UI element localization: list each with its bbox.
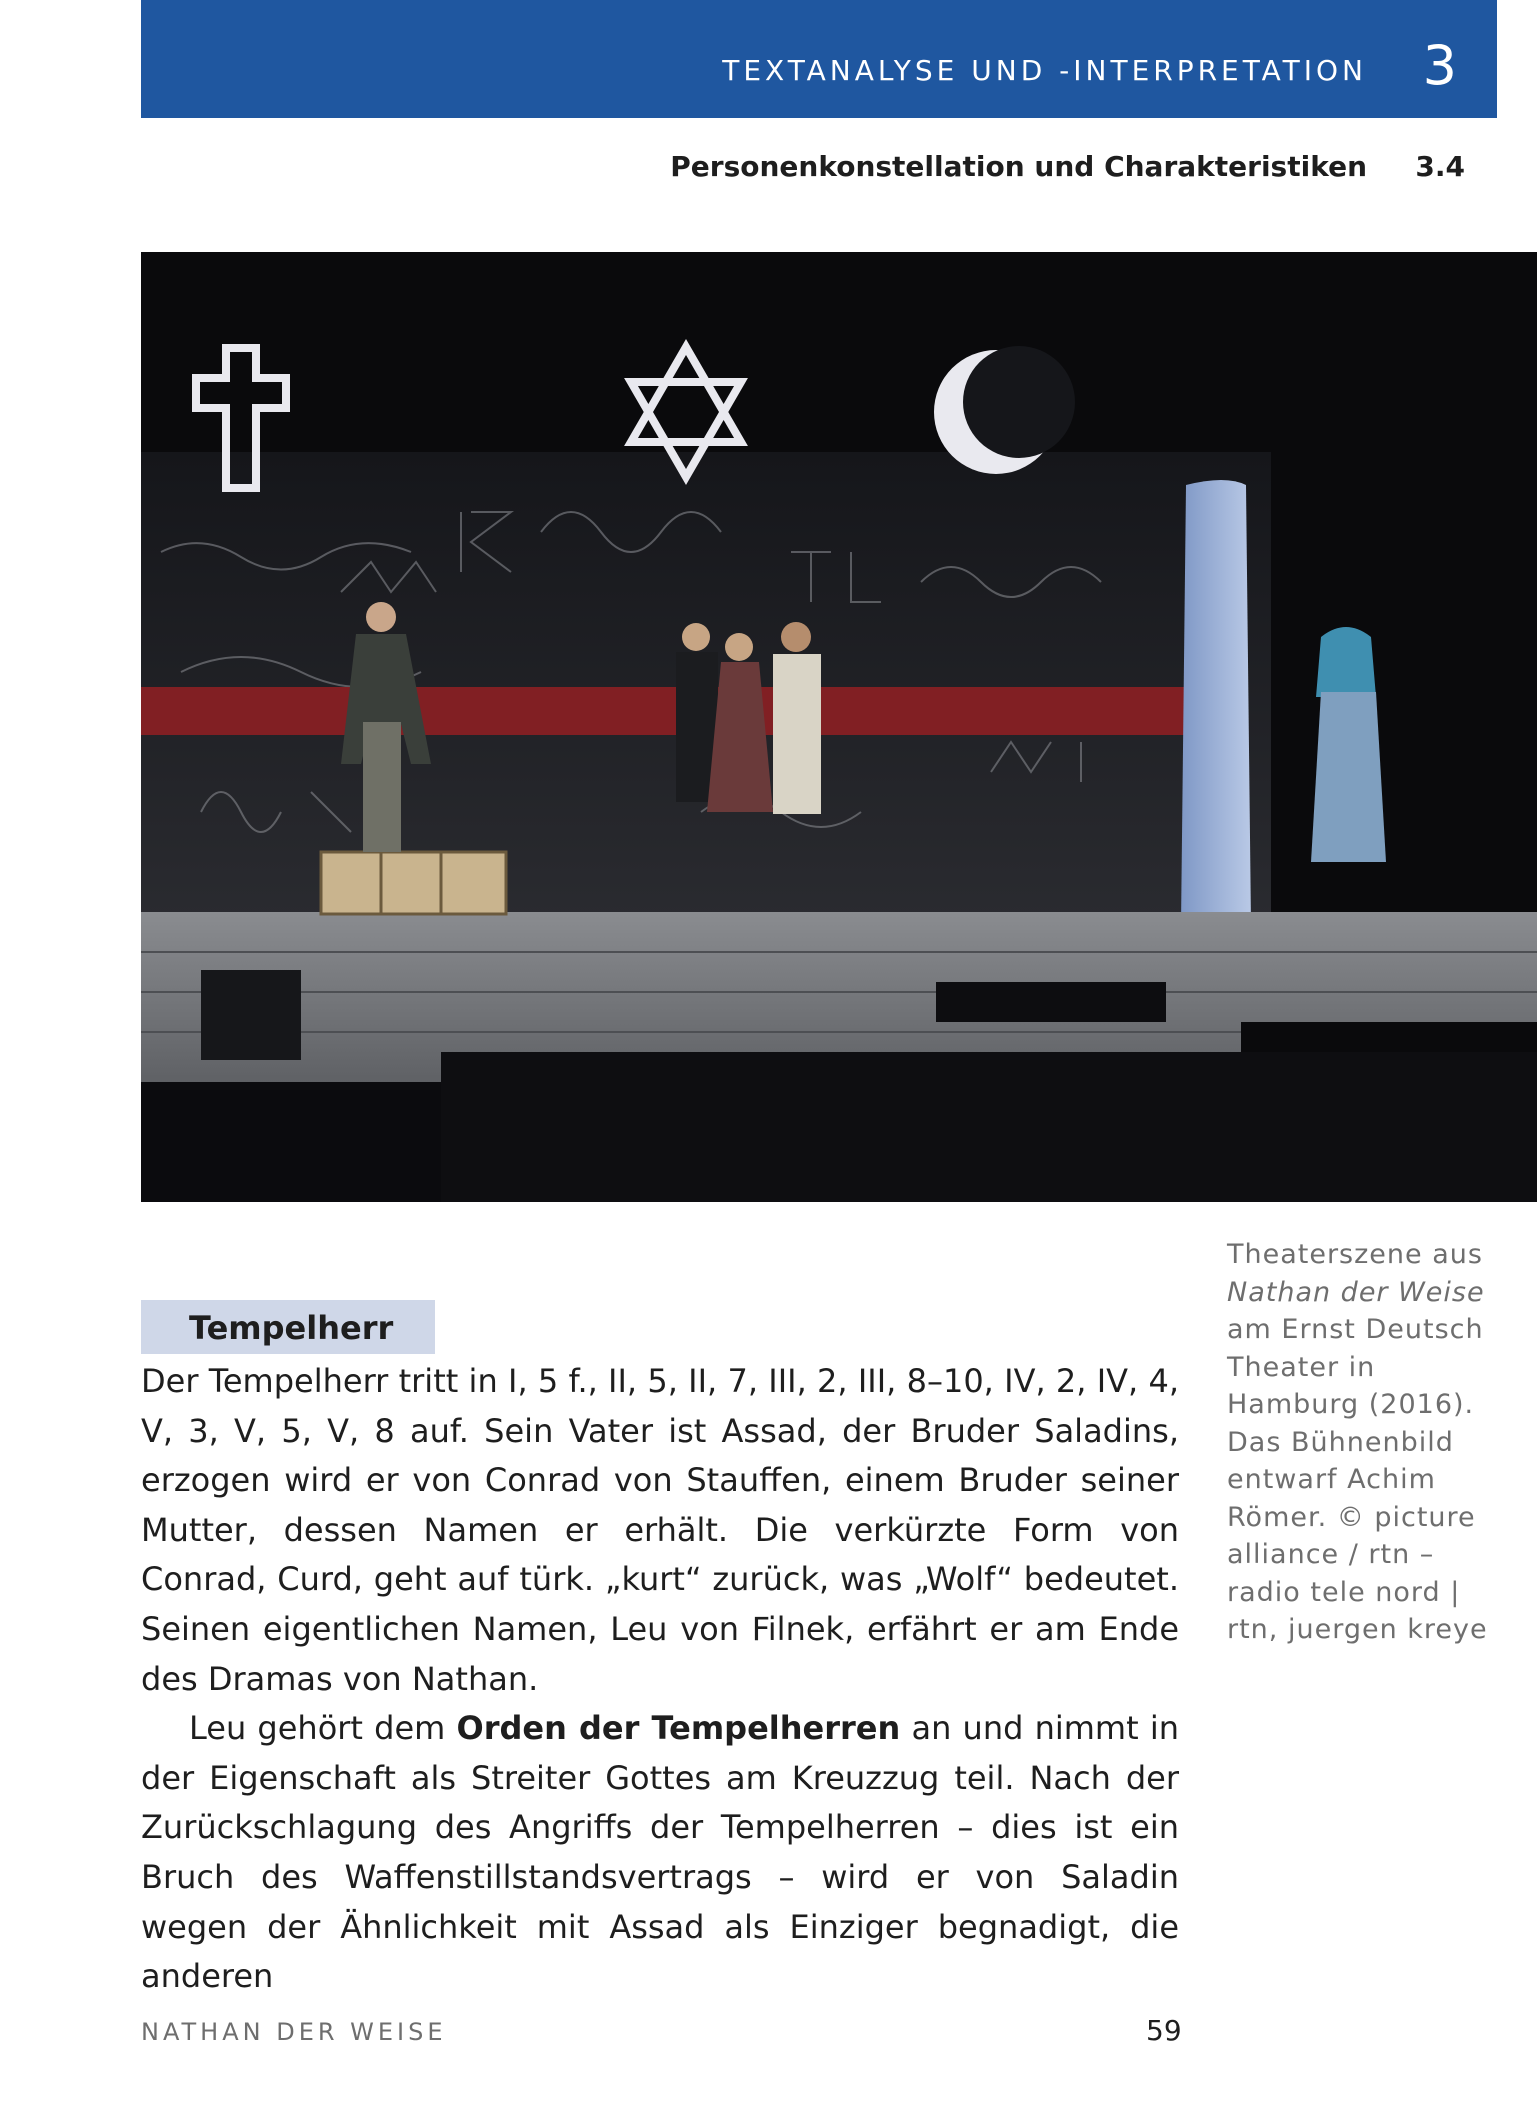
caption-text-2: am Ernst Deutsch Theater in Hamburg (2016). Das Bühnenbild entwarf Achim Römer.	[1227, 1314, 1484, 1533]
paragraph-2-bold: Orden der Tempelherren	[456, 1709, 901, 1748]
footer-book-title: NATHAN DER WEISE	[141, 2018, 447, 2046]
paragraph-2-end: an und nimmt in der Eigenschaft als Streiter Gottes am Kreuzzug teil. Nach der Zurückschlagung des Angriffs der Tempelherren – dies ist ein Bruch des Waffenstillstandsvertrags – wird er von Saladin wegen der Ähnlichkeit mit Assad als Einziger begnadigt, die anderen	[141, 1709, 1180, 1996]
trunk	[321, 852, 506, 914]
figure-caption	[1227, 1236, 1507, 1649]
chapter-header-bar	[141, 0, 1497, 118]
subheading: Personenkonstellation und Charakteristiken	[670, 150, 1367, 183]
caption-play-title: Nathan der Weise	[1227, 1276, 1485, 1308]
floor-hatch	[936, 982, 1166, 1022]
actor-group-center	[676, 622, 821, 814]
floor-opening	[201, 970, 301, 1060]
blue-panel	[1181, 480, 1251, 925]
red-stripe	[141, 687, 1191, 735]
section-tag	[141, 1300, 435, 1354]
section-title: TEXTANALYSE UND -INTERPRETATION	[722, 54, 1367, 87]
chapter-number: 3	[1422, 34, 1457, 97]
page-number: 59	[1146, 2014, 1182, 2047]
subheading-number: 3.4	[1415, 150, 1465, 183]
paragraph-2-start: Leu gehört dem	[189, 1709, 457, 1748]
section-tag-label: Tempelherr	[189, 1309, 394, 1347]
body-text	[141, 1357, 1179, 2002]
theater-scene-photo	[141, 252, 1537, 1202]
caption-text-1: Theaterszene aus	[1227, 1239, 1483, 1270]
stage-illustration	[141, 252, 1537, 1202]
paragraph-1: Der Tempelherr tritt in I, 5 f., II, 5, II, 7, III, 2, III, 8–10, IV, 2, IV, 4, V, 3, V, 5, V, 8 auf. Sein Vater ist Assad, der Bruder Saladins, erzogen wird er von Conrad von Stauffen, einem Bruder seiner Mutter, dessen Namen er erhält. Die verkürzte Form von Conrad, Curd, geht auf türk. „kurt“ zurück, was „Wolf“ bedeutet. Seinen eigentlichen Namen, Leu von Filnek, erfährt er am Ende des Dramas von Nathan.	[141, 1362, 1179, 1698]
caption-credit: © picture alliance / rtn – radio tele nord | rtn, juergen kreye	[1227, 1501, 1488, 1645]
paragraph-2	[141, 1704, 1179, 2002]
